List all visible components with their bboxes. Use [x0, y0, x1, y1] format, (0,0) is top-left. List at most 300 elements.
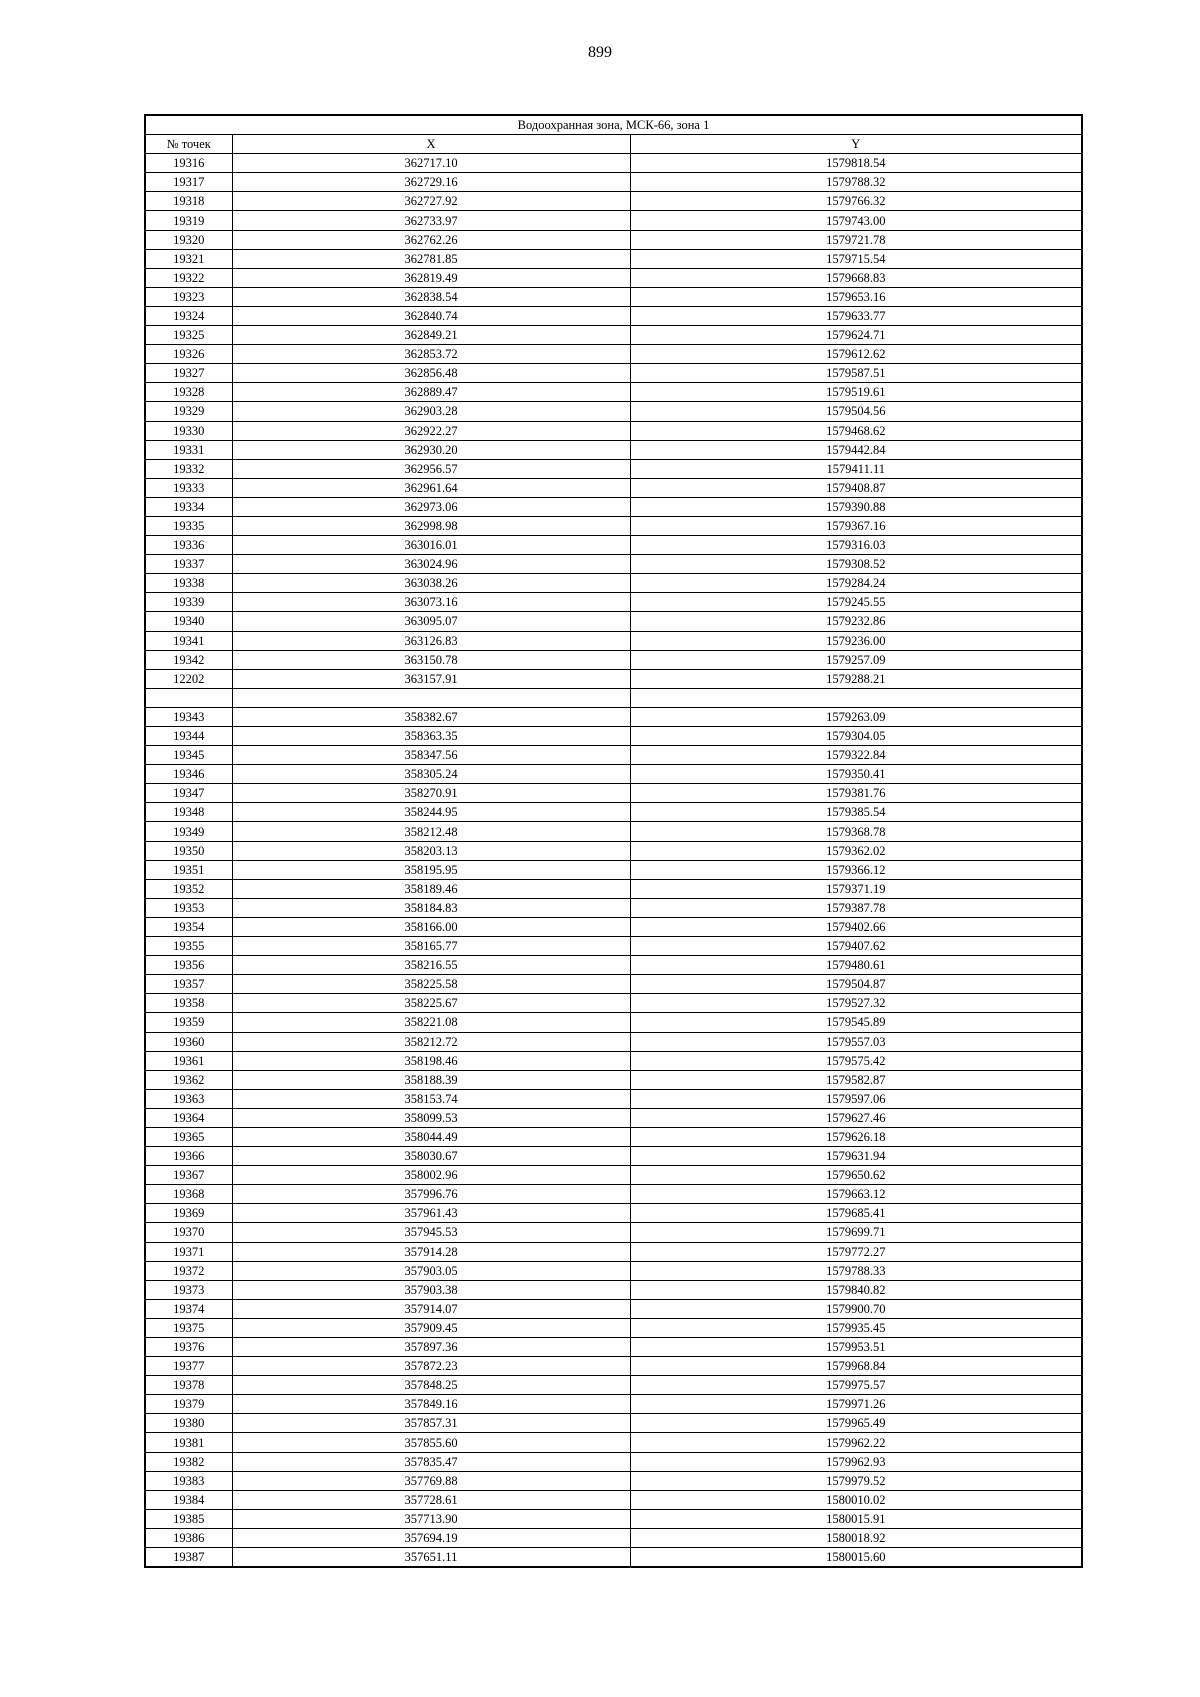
cell-y: 1579962.22 [630, 1433, 1082, 1452]
cell-y: 1580018.92 [630, 1528, 1082, 1547]
cell-y: 1579962.93 [630, 1452, 1082, 1471]
cell-point-number: 19328 [145, 383, 232, 402]
cell-y: 1579971.26 [630, 1395, 1082, 1414]
cell-y: 1579236.00 [630, 631, 1082, 650]
cell-x: 362998.98 [232, 516, 630, 535]
cell-x: 358212.48 [232, 822, 630, 841]
cell-y: 1579385.54 [630, 803, 1082, 822]
table-row [145, 1166, 1082, 1185]
table-row [145, 402, 1082, 421]
table-row [145, 1032, 1082, 1051]
cell-point-number: 19356 [145, 956, 232, 975]
cell-x: 362849.21 [232, 326, 630, 345]
cell-point-number: 19325 [145, 326, 232, 345]
cell-point-number: 19381 [145, 1433, 232, 1452]
cell-point-number: 19346 [145, 765, 232, 784]
cell-y: 1579766.32 [630, 192, 1082, 211]
cell-x: 358189.46 [232, 879, 630, 898]
cell-x: 363095.07 [232, 612, 630, 631]
table-row [145, 784, 1082, 803]
cell-point-number: 19375 [145, 1318, 232, 1337]
table-row [145, 956, 1082, 975]
cell-x: 358099.53 [232, 1108, 630, 1127]
table-row [145, 211, 1082, 230]
table-row [145, 631, 1082, 650]
cell-point-number: 19377 [145, 1357, 232, 1376]
cell-x: 357849.16 [232, 1395, 630, 1414]
table-row [145, 1280, 1082, 1299]
cell-x: 363150.78 [232, 650, 630, 669]
table-row [145, 1471, 1082, 1490]
table-row [145, 230, 1082, 249]
cell-x: 362903.28 [232, 402, 630, 421]
cell-point-number: 19342 [145, 650, 232, 669]
cell-y: 1579743.00 [630, 211, 1082, 230]
cell-y: 1579480.61 [630, 956, 1082, 975]
cell-y: 1579322.84 [630, 746, 1082, 765]
table-row [145, 1223, 1082, 1242]
cell-point-number: 19344 [145, 727, 232, 746]
cell-x: 357728.61 [232, 1490, 630, 1509]
cell-point-number [145, 688, 232, 707]
cell-y: 1579402.66 [630, 917, 1082, 936]
cell-x: 357855.60 [232, 1433, 630, 1452]
cell-x: 357914.07 [232, 1299, 630, 1318]
coordinates-table [144, 114, 1083, 1568]
cell-point-number: 19341 [145, 631, 232, 650]
cell-x: 358221.08 [232, 1013, 630, 1032]
cell-y: 1579350.41 [630, 765, 1082, 784]
table-caption: Водоохранная зона, МСК-66, зона 1 [145, 115, 1082, 135]
cell-point-number: 19317 [145, 173, 232, 192]
cell-y: 1579381.76 [630, 784, 1082, 803]
cell-y: 1579557.03 [630, 1032, 1082, 1051]
cell-y: 1580015.91 [630, 1509, 1082, 1528]
cell-point-number: 19329 [145, 402, 232, 421]
table-row [145, 746, 1082, 765]
cell-x: 358203.13 [232, 841, 630, 860]
table-row [145, 154, 1082, 173]
table-row [145, 1051, 1082, 1070]
cell-x: 357848.25 [232, 1376, 630, 1395]
table-row [145, 937, 1082, 956]
cell-point-number: 19368 [145, 1185, 232, 1204]
cell-point-number: 19343 [145, 707, 232, 726]
cell-x: 358212.72 [232, 1032, 630, 1051]
cell-point-number: 19323 [145, 287, 232, 306]
cell-x: 362762.26 [232, 230, 630, 249]
table-row [145, 1108, 1082, 1127]
cell-point-number: 19327 [145, 364, 232, 383]
cell-point-number: 19354 [145, 917, 232, 936]
cell-x: 357857.31 [232, 1414, 630, 1433]
table-body [145, 154, 1082, 1567]
cell-x: 357961.43 [232, 1204, 630, 1223]
table-row [145, 364, 1082, 383]
table-row [145, 440, 1082, 459]
table-row [145, 898, 1082, 917]
cell-point-number: 19340 [145, 612, 232, 631]
cell-y: 1579597.06 [630, 1089, 1082, 1108]
table-row [145, 268, 1082, 287]
cell-y: 1579627.46 [630, 1108, 1082, 1127]
cell-y: 1579390.88 [630, 497, 1082, 516]
cell-y: 1579721.78 [630, 230, 1082, 249]
table-row [145, 994, 1082, 1013]
cell-point-number: 19364 [145, 1108, 232, 1127]
cell-point-number: 19386 [145, 1528, 232, 1547]
table-row [145, 326, 1082, 345]
table-row [145, 975, 1082, 994]
cell-x: 358165.77 [232, 937, 630, 956]
cell-x: 358195.95 [232, 860, 630, 879]
table-row [145, 421, 1082, 440]
cell-point-number: 19330 [145, 421, 232, 440]
cell-point-number: 19336 [145, 536, 232, 555]
cell-point-number: 19371 [145, 1242, 232, 1261]
cell-point-number: 19374 [145, 1299, 232, 1318]
cell-point-number: 19358 [145, 994, 232, 1013]
cell-y: 1579387.78 [630, 898, 1082, 917]
table-row [145, 536, 1082, 555]
cell-point-number: 19331 [145, 440, 232, 459]
cell-x: 358184.83 [232, 898, 630, 917]
cell-x: 357872.23 [232, 1357, 630, 1376]
cell-y: 1579442.84 [630, 440, 1082, 459]
cell-x: 357914.28 [232, 1242, 630, 1261]
cell-y: 1579362.02 [630, 841, 1082, 860]
cell-point-number: 19352 [145, 879, 232, 898]
table-row [145, 173, 1082, 192]
cell-point-number: 19347 [145, 784, 232, 803]
table-row [145, 1127, 1082, 1146]
table-row [145, 688, 1082, 707]
cell-x: 358030.67 [232, 1147, 630, 1166]
header-y: Y [630, 135, 1082, 154]
cell-x: 362956.57 [232, 459, 630, 478]
cell-x: 357835.47 [232, 1452, 630, 1471]
table-row [145, 1452, 1082, 1471]
cell-point-number: 19384 [145, 1490, 232, 1509]
cell-point-number: 19321 [145, 249, 232, 268]
table-row [145, 917, 1082, 936]
cell-x: 362856.48 [232, 364, 630, 383]
cell-y: 1579663.12 [630, 1185, 1082, 1204]
cell-x: 362781.85 [232, 249, 630, 268]
cell-x: 362961.64 [232, 478, 630, 497]
table-row [145, 287, 1082, 306]
cell-point-number: 12202 [145, 669, 232, 688]
table-row [145, 727, 1082, 746]
cell-point-number: 19320 [145, 230, 232, 249]
table-row [145, 1414, 1082, 1433]
cell-y: 1579699.71 [630, 1223, 1082, 1242]
cell-y: 1579304.05 [630, 727, 1082, 746]
cell-x: 358188.39 [232, 1070, 630, 1089]
table-row [145, 879, 1082, 898]
cell-y: 1579685.41 [630, 1204, 1082, 1223]
cell-x: 357769.88 [232, 1471, 630, 1490]
table-row [145, 306, 1082, 325]
table-row [145, 383, 1082, 402]
table-row [145, 1185, 1082, 1204]
cell-y: 1579263.09 [630, 707, 1082, 726]
cell-y: 1579587.51 [630, 364, 1082, 383]
cell-point-number: 19361 [145, 1051, 232, 1070]
table-caption-row [145, 115, 1082, 135]
table-row [145, 707, 1082, 726]
cell-x: 358166.00 [232, 917, 630, 936]
table-row [145, 574, 1082, 593]
cell-point-number: 19370 [145, 1223, 232, 1242]
cell-x: 358216.55 [232, 956, 630, 975]
cell-y: 1579840.82 [630, 1280, 1082, 1299]
cell-x: 357903.38 [232, 1280, 630, 1299]
table-row [145, 1242, 1082, 1261]
cell-x: 362733.97 [232, 211, 630, 230]
table-row [145, 612, 1082, 631]
table-row [145, 765, 1082, 784]
header-point-number: № точек [145, 135, 232, 154]
table-row [145, 1433, 1082, 1452]
cell-x: 358002.96 [232, 1166, 630, 1185]
cell-x: 357897.36 [232, 1338, 630, 1357]
cell-point-number: 19367 [145, 1166, 232, 1185]
cell-x: 362973.06 [232, 497, 630, 516]
cell-x: 358244.95 [232, 803, 630, 822]
table-row [145, 1299, 1082, 1318]
table-row [145, 497, 1082, 516]
table-row [145, 555, 1082, 574]
cell-point-number: 19382 [145, 1452, 232, 1471]
table-row [145, 192, 1082, 211]
cell-y: 1579308.52 [630, 555, 1082, 574]
cell-y: 1579504.56 [630, 402, 1082, 421]
cell-y: 1579408.87 [630, 478, 1082, 497]
cell-point-number: 19380 [145, 1414, 232, 1433]
cell-x: 358044.49 [232, 1127, 630, 1146]
cell-x: 358347.56 [232, 746, 630, 765]
cell-y: 1579968.84 [630, 1357, 1082, 1376]
cell-x: 362840.74 [232, 306, 630, 325]
cell-y: 1579284.24 [630, 574, 1082, 593]
cell-x [232, 688, 630, 707]
cell-y: 1579582.87 [630, 1070, 1082, 1089]
cell-y: 1579407.62 [630, 937, 1082, 956]
cell-point-number: 19326 [145, 345, 232, 364]
table-row [145, 1070, 1082, 1089]
cell-y: 1579245.55 [630, 593, 1082, 612]
table-row [145, 1147, 1082, 1166]
cell-x: 358153.74 [232, 1089, 630, 1108]
cell-y: 1579545.89 [630, 1013, 1082, 1032]
cell-y: 1579624.71 [630, 326, 1082, 345]
cell-x: 363157.91 [232, 669, 630, 688]
header-x: X [232, 135, 630, 154]
cell-point-number: 19316 [145, 154, 232, 173]
cell-point-number: 19332 [145, 459, 232, 478]
cell-point-number: 19376 [145, 1338, 232, 1357]
cell-point-number: 19366 [145, 1147, 232, 1166]
cell-point-number: 19334 [145, 497, 232, 516]
table-row [145, 459, 1082, 478]
cell-point-number: 19369 [145, 1204, 232, 1223]
table-row [145, 1318, 1082, 1337]
table-row [145, 1089, 1082, 1108]
cell-point-number: 19351 [145, 860, 232, 879]
cell-point-number: 19360 [145, 1032, 232, 1051]
table-row [145, 1204, 1082, 1223]
cell-y: 1579527.32 [630, 994, 1082, 1013]
table-row [145, 822, 1082, 841]
cell-point-number: 19335 [145, 516, 232, 535]
cell-y: 1579504.87 [630, 975, 1082, 994]
cell-x: 362729.16 [232, 173, 630, 192]
cell-x: 358270.91 [232, 784, 630, 803]
cell-y: 1579367.16 [630, 516, 1082, 535]
table-row [145, 1490, 1082, 1509]
cell-y: 1579900.70 [630, 1299, 1082, 1318]
cell-y: 1579631.94 [630, 1147, 1082, 1166]
table-row [145, 478, 1082, 497]
cell-point-number: 19350 [145, 841, 232, 860]
cell-point-number: 19318 [145, 192, 232, 211]
cell-y: 1579371.19 [630, 879, 1082, 898]
table-row [145, 1357, 1082, 1376]
cell-y: 1579612.62 [630, 345, 1082, 364]
cell-point-number: 19378 [145, 1376, 232, 1395]
table-row [145, 669, 1082, 688]
table-row [145, 593, 1082, 612]
cell-x: 362930.20 [232, 440, 630, 459]
cell-x: 363038.26 [232, 574, 630, 593]
cell-point-number: 19362 [145, 1070, 232, 1089]
cell-point-number: 19345 [145, 746, 232, 765]
cell-y: 1579975.57 [630, 1376, 1082, 1395]
cell-y: 1579715.54 [630, 249, 1082, 268]
cell-x: 357996.76 [232, 1185, 630, 1204]
cell-y: 1579788.32 [630, 173, 1082, 192]
cell-y: 1579232.86 [630, 612, 1082, 631]
cell-y: 1580015.60 [630, 1548, 1082, 1568]
table-row [145, 1509, 1082, 1528]
cell-point-number: 19379 [145, 1395, 232, 1414]
cell-y: 1579468.62 [630, 421, 1082, 440]
cell-point-number: 19324 [145, 306, 232, 325]
cell-x: 363016.01 [232, 536, 630, 555]
cell-point-number: 19357 [145, 975, 232, 994]
cell-point-number: 19363 [145, 1089, 232, 1108]
cell-point-number: 19349 [145, 822, 232, 841]
cell-x: 362889.47 [232, 383, 630, 402]
cell-x: 358382.67 [232, 707, 630, 726]
cell-point-number: 19339 [145, 593, 232, 612]
cell-y: 1580010.02 [630, 1490, 1082, 1509]
table-row [145, 1528, 1082, 1547]
cell-y: 1579575.42 [630, 1051, 1082, 1070]
cell-point-number: 19355 [145, 937, 232, 956]
cell-y: 1579772.27 [630, 1242, 1082, 1261]
cell-x: 358225.67 [232, 994, 630, 1013]
cell-y: 1579519.61 [630, 383, 1082, 402]
cell-point-number: 19372 [145, 1261, 232, 1280]
table-row [145, 1548, 1082, 1568]
table-row [145, 345, 1082, 364]
table-row [145, 249, 1082, 268]
table-row [145, 860, 1082, 879]
cell-x: 358363.35 [232, 727, 630, 746]
cell-x: 362922.27 [232, 421, 630, 440]
cell-x: 357713.90 [232, 1509, 630, 1528]
cell-point-number: 19383 [145, 1471, 232, 1490]
cell-point-number: 19319 [145, 211, 232, 230]
cell-y: 1579818.54 [630, 154, 1082, 173]
table-row [145, 1395, 1082, 1414]
cell-x: 363126.83 [232, 631, 630, 650]
cell-y: 1579288.21 [630, 669, 1082, 688]
cell-y: 1579650.62 [630, 1166, 1082, 1185]
cell-x: 362838.54 [232, 287, 630, 306]
table-row [145, 1376, 1082, 1395]
table-row [145, 1338, 1082, 1357]
cell-point-number: 19337 [145, 555, 232, 574]
cell-y: 1579953.51 [630, 1338, 1082, 1357]
cell-x: 358198.46 [232, 1051, 630, 1070]
cell-point-number: 19365 [145, 1127, 232, 1146]
cell-x: 362819.49 [232, 268, 630, 287]
table-row [145, 650, 1082, 669]
cell-x: 363024.96 [232, 555, 630, 574]
cell-x: 358305.24 [232, 765, 630, 784]
cell-point-number: 19353 [145, 898, 232, 917]
cell-point-number: 19333 [145, 478, 232, 497]
cell-point-number: 19348 [145, 803, 232, 822]
cell-x: 357651.11 [232, 1548, 630, 1568]
table-row [145, 1013, 1082, 1032]
cell-x: 362727.92 [232, 192, 630, 211]
table-row [145, 516, 1082, 535]
cell-point-number: 19338 [145, 574, 232, 593]
cell-y: 1579368.78 [630, 822, 1082, 841]
cell-x: 363073.16 [232, 593, 630, 612]
cell-point-number: 19373 [145, 1280, 232, 1299]
cell-y: 1579411.11 [630, 459, 1082, 478]
cell-point-number: 19387 [145, 1548, 232, 1568]
table-header-row [145, 135, 1082, 154]
cell-y: 1579979.52 [630, 1471, 1082, 1490]
cell-x: 357694.19 [232, 1528, 630, 1547]
cell-x: 357945.53 [232, 1223, 630, 1242]
cell-y: 1579788.33 [630, 1261, 1082, 1280]
table-row [145, 803, 1082, 822]
cell-point-number: 19385 [145, 1509, 232, 1528]
cell-x: 358225.58 [232, 975, 630, 994]
cell-y: 1579935.45 [630, 1318, 1082, 1337]
cell-y: 1579316.03 [630, 536, 1082, 555]
cell-point-number: 19359 [145, 1013, 232, 1032]
table-row [145, 841, 1082, 860]
cell-x: 357903.05 [232, 1261, 630, 1280]
cell-y: 1579653.16 [630, 287, 1082, 306]
cell-y: 1579965.49 [630, 1414, 1082, 1433]
page-number: 899 [588, 44, 612, 61]
cell-point-number: 19322 [145, 268, 232, 287]
cell-y: 1579626.18 [630, 1127, 1082, 1146]
table-row [145, 1261, 1082, 1280]
cell-x: 362717.10 [232, 154, 630, 173]
cell-y: 1579366.12 [630, 860, 1082, 879]
cell-x: 362853.72 [232, 345, 630, 364]
